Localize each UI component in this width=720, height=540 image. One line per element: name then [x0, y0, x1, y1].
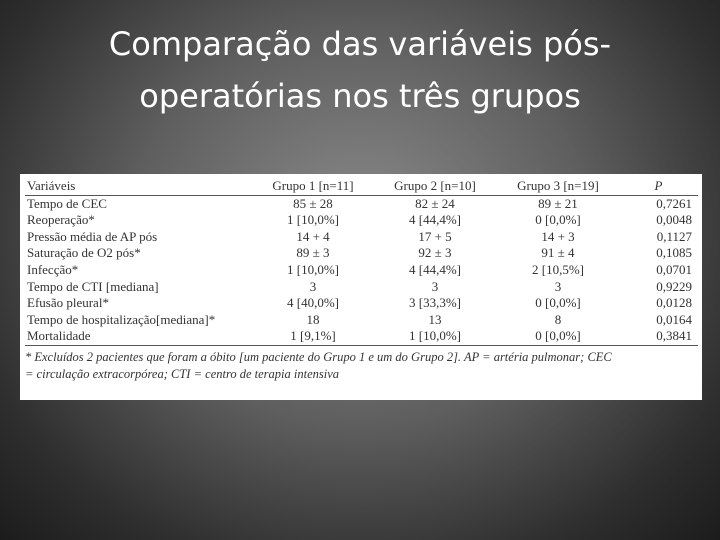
group-value-cell: 89 ± 21 [538, 195, 578, 211]
group-value-cell: 0 [0,0%] [535, 295, 581, 311]
header-variables: Variáveis [25, 178, 253, 195]
group-value-cell: 0 [0,0%] [535, 212, 581, 228]
slide-title-line-2: operatórias nos três grupos [139, 77, 581, 115]
group-value-cell: 1 [10,0%] [373, 328, 497, 345]
group-value-cell: 3 [33,3%] [409, 295, 461, 311]
variable-name-cell: Saturação de O2 pós* [27, 245, 141, 261]
table-body [25, 195, 698, 345]
p-value-cell: 0,9229 [656, 278, 692, 294]
p-value-cell: 0,0701 [656, 261, 692, 277]
variable-name-cell: Tempo de CEC [27, 195, 107, 211]
table-row [25, 229, 698, 246]
table-footnote [25, 349, 698, 383]
header-p-value: P [619, 178, 698, 195]
table-row [25, 195, 698, 212]
group-value-cell: 1 [10,0%] [287, 212, 339, 228]
footnote-line-1: * Excluídos 2 pacientes que foram a óbito [um paciente do Grupo 1 e um do Grupo 2]. AP = artéria pulmonar; CEC [25, 349, 612, 364]
group-value-cell: 0 [0,0%] [497, 328, 619, 345]
variable-name-cell: Tempo de CTI [mediana] [27, 278, 159, 294]
table-row [25, 312, 698, 329]
group-value-cell: 3 [554, 278, 562, 294]
p-value-cell: 0,1085 [656, 245, 692, 261]
group-value-cell: 1 [9,1%] [253, 328, 373, 345]
table-row [25, 279, 698, 296]
group-value-cell: 14 + 3 [541, 228, 575, 244]
variable-name-cell: Pressão média de AP pós [27, 228, 158, 244]
group-value-cell: 91 ± 4 [541, 245, 575, 261]
results-table [25, 178, 698, 346]
group-value-cell: 89 ± 3 [296, 245, 330, 261]
group-value-cell: 92 ± 3 [418, 245, 452, 261]
p-value-cell: 0,0048 [656, 212, 692, 228]
variable-name-cell: Efusão pleural* [27, 295, 109, 311]
header-group-2: Grupo 2 [n=10] [373, 178, 497, 195]
slide-title [40, 18, 680, 122]
header-group-1: Grupo 1 [n=11] [253, 178, 373, 195]
group-value-cell: 85 ± 28 [293, 195, 333, 211]
variable-name-cell: Mortalidade [25, 328, 253, 345]
group-value-cell: 2 [10,5%] [532, 261, 584, 277]
group-value-cell: 8 [554, 311, 562, 327]
p-value-cell: 0,0128 [656, 295, 692, 311]
group-value-cell: 3 [431, 278, 439, 294]
table-header-row [25, 178, 698, 195]
group-value-cell: 17 + 5 [418, 228, 452, 244]
group-value-cell: 18 [306, 311, 320, 327]
p-value-cell: 0,7261 [656, 195, 692, 211]
slide-title-line-1: Comparação das variáveis pós- [108, 25, 612, 63]
table-row [25, 295, 698, 312]
header-group-3: Grupo 3 [n=19] [497, 178, 619, 195]
table-row [25, 212, 698, 229]
group-value-cell: 13 [428, 311, 442, 327]
table-row [25, 328, 698, 345]
p-value-cell: 0,1127 [656, 228, 692, 244]
variable-name-cell: Tempo de hospitalização[mediana]* [27, 311, 216, 327]
group-value-cell: 4 [40,0%] [287, 295, 339, 311]
results-table-image [20, 174, 702, 400]
group-value-cell: 3 [309, 278, 317, 294]
table-row [25, 245, 698, 262]
group-value-cell: 4 [44,4%] [409, 212, 461, 228]
p-value-cell: 0,0164 [656, 311, 692, 327]
table-row [25, 262, 698, 279]
group-value-cell: 82 ± 24 [415, 195, 455, 211]
footnote-line-2: = circulação extracorpórea; CTI = centro de terapia intensiva [25, 366, 340, 381]
variable-name-cell: Reoperação* [27, 212, 95, 228]
group-value-cell: 14 + 4 [296, 228, 330, 244]
group-value-cell: 1 [10,0%] [287, 261, 339, 277]
variable-name-cell: Infecção* [27, 261, 79, 277]
group-value-cell: 4 [44,4%] [409, 261, 461, 277]
p-value-cell: 0,3841 [619, 328, 698, 345]
